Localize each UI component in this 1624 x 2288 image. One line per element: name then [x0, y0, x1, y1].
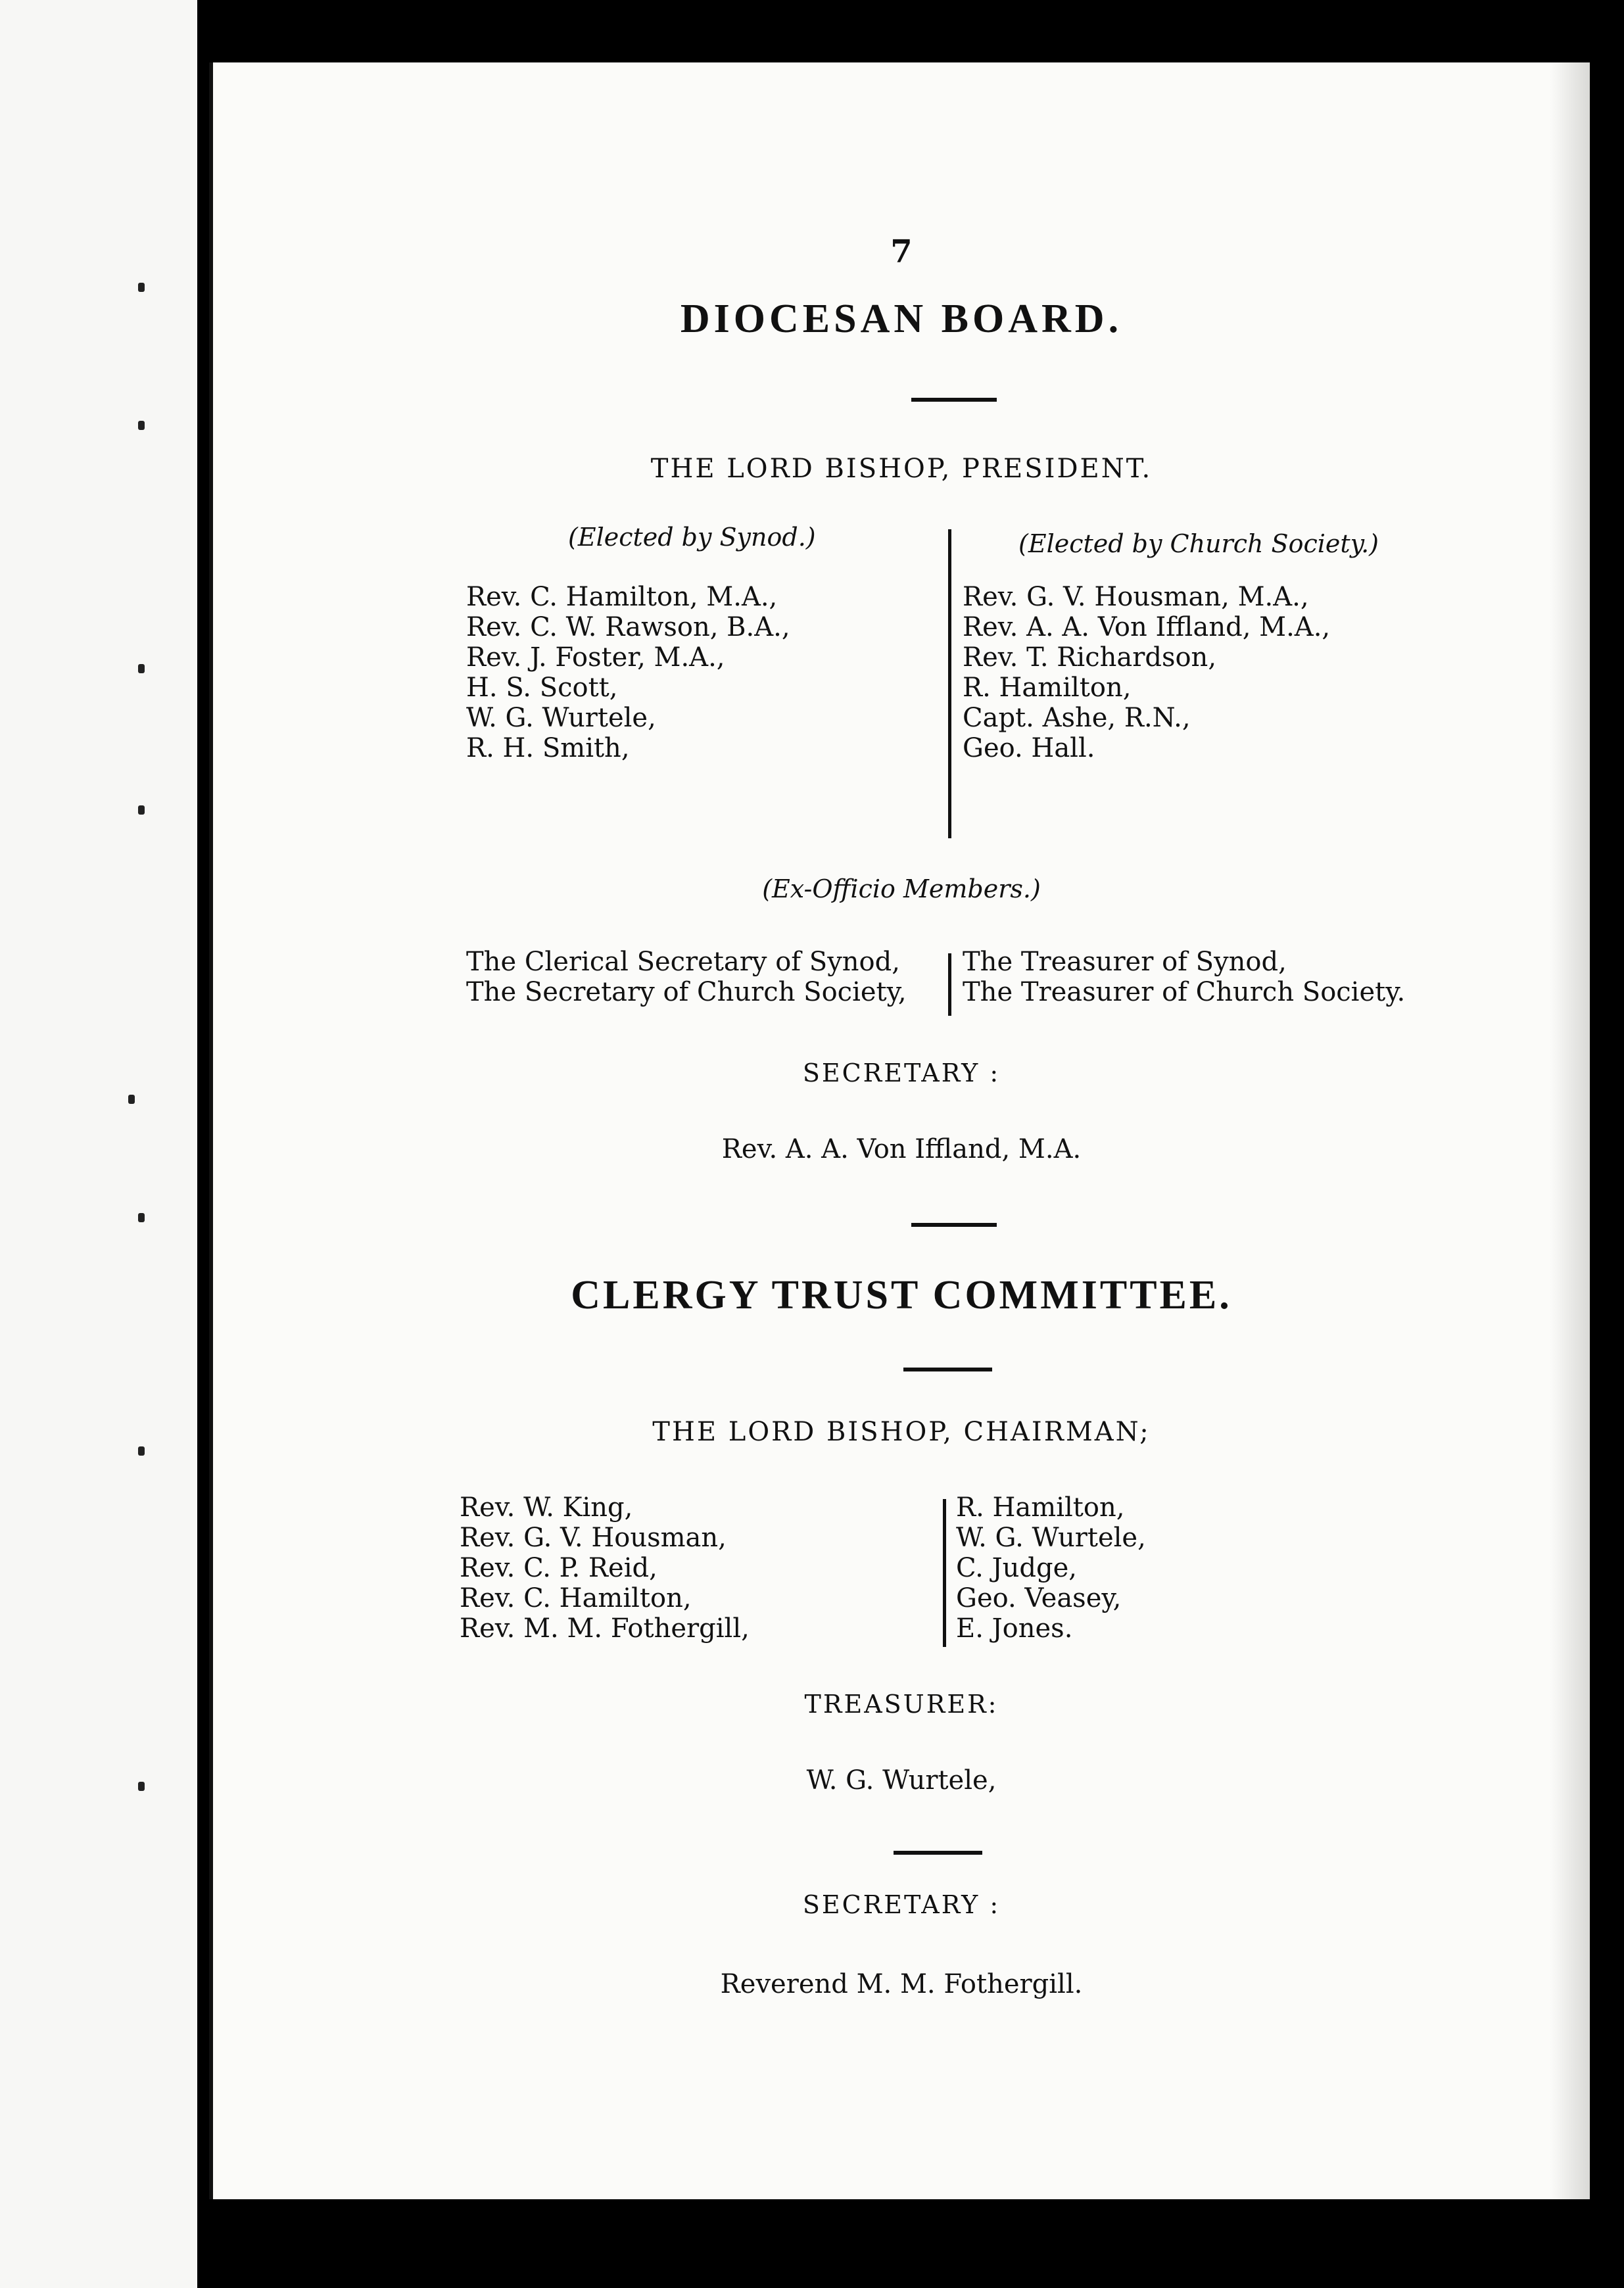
- list-item: C. Judge,: [956, 1553, 1078, 1583]
- committee-right-list: [956, 1492, 1146, 1644]
- board-secretary-name: Rev. A. A. Von Iffland, M.A.: [721, 1134, 1082, 1164]
- list-item: R. Hamilton,: [956, 1492, 1125, 1523]
- board-secretary-label: SECRETARY :: [802, 1059, 1001, 1087]
- list-item: H. S. Scott,: [466, 673, 618, 703]
- section-rule: [894, 1851, 982, 1855]
- list-item: Rev. J. Foster, M.A.,: [466, 642, 725, 673]
- list-item: W. G. Wurtele,: [956, 1523, 1146, 1553]
- binding-hole-mark: [138, 1446, 145, 1456]
- list-item: R. H. Smith,: [466, 733, 630, 763]
- left-page-gutter: [0, 0, 197, 2288]
- list-item: The Clerical Secretary of Synod,: [466, 947, 900, 977]
- column-divider: [948, 953, 951, 1016]
- binding-hole-mark: [138, 1213, 145, 1222]
- treasurer-label: TREASURER:: [804, 1690, 999, 1719]
- document-page: [209, 62, 1590, 2199]
- treasurer-name: W. G. Wurtele,: [806, 1765, 997, 1796]
- ex-officio-right-list: [963, 947, 1405, 1007]
- list-item: Rev. C. Hamilton, M.A.,: [466, 582, 778, 612]
- list-item: The Secretary of Church Society,: [466, 977, 907, 1007]
- committee-left-list: [460, 1492, 750, 1644]
- section-rule: [911, 398, 997, 402]
- list-item: Rev. C. P. Reid,: [460, 1553, 657, 1583]
- committee-chairman: THE LORD BISHOP, CHAIRMAN;: [652, 1417, 1151, 1447]
- diocesan-board-title: DIOCESAN BOARD.: [680, 297, 1123, 341]
- list-item: The Treasurer of Church Society.: [963, 977, 1406, 1007]
- list-item: Rev. A. A. Von Iffland, M.A.,: [963, 612, 1331, 642]
- board-president: THE LORD BISHOP, PRESIDENT.: [650, 454, 1153, 484]
- elected-society-label: (Elected by Church Society.): [1018, 529, 1379, 558]
- list-item: Rev. W. King,: [460, 1492, 633, 1523]
- binding-hole-mark: [138, 805, 145, 815]
- list-item: Rev. M. M. Fothergill,: [460, 1613, 750, 1644]
- list-item: Rev. G. V. Housman,: [460, 1523, 727, 1553]
- binding-hole-mark: [138, 283, 145, 292]
- page-number: 7: [890, 233, 913, 270]
- elected-synod-label: (Elected by Synod.): [568, 523, 816, 552]
- binding-hole-mark: [128, 1095, 135, 1104]
- column-divider: [948, 529, 951, 838]
- binding-hole-mark: [138, 421, 145, 430]
- list-item: W. G. Wurtele,: [466, 703, 656, 733]
- list-item: The Treasurer of Synod,: [963, 947, 1287, 977]
- ex-officio-label: (Ex-Officio Members.): [762, 874, 1041, 903]
- synod-members-list: [466, 582, 790, 763]
- society-members-list: [963, 582, 1330, 763]
- section-rule: [903, 1368, 992, 1371]
- list-item: Rev. T. Richardson,: [963, 642, 1217, 673]
- list-item: Rev. C. W. Rawson, B.A.,: [466, 612, 790, 642]
- list-item: E. Jones.: [956, 1613, 1073, 1644]
- ex-officio-left-list: [466, 947, 907, 1007]
- section-rule: [911, 1223, 997, 1227]
- binding-hole-mark: [138, 1782, 145, 1791]
- list-item: Rev. G. V. Housman, M.A.,: [963, 582, 1309, 612]
- binding-hole-mark: [138, 664, 145, 673]
- list-item: Geo. Veasey,: [956, 1583, 1122, 1613]
- list-item: Rev. C. Hamilton,: [460, 1583, 692, 1613]
- page-edge-shadow: [1550, 62, 1590, 2199]
- list-item: R. Hamilton,: [963, 673, 1132, 703]
- committee-secretary-name: Reverend M. M. Fothergill.: [720, 1969, 1083, 1999]
- list-item: Capt. Ashe, R.N.,: [963, 703, 1191, 733]
- clergy-trust-title: CLERGY TRUST COMMITTEE.: [571, 1273, 1232, 1318]
- list-item: Geo. Hall.: [963, 733, 1095, 763]
- committee-secretary-label: SECRETARY :: [802, 1890, 1001, 1919]
- column-divider: [943, 1499, 946, 1647]
